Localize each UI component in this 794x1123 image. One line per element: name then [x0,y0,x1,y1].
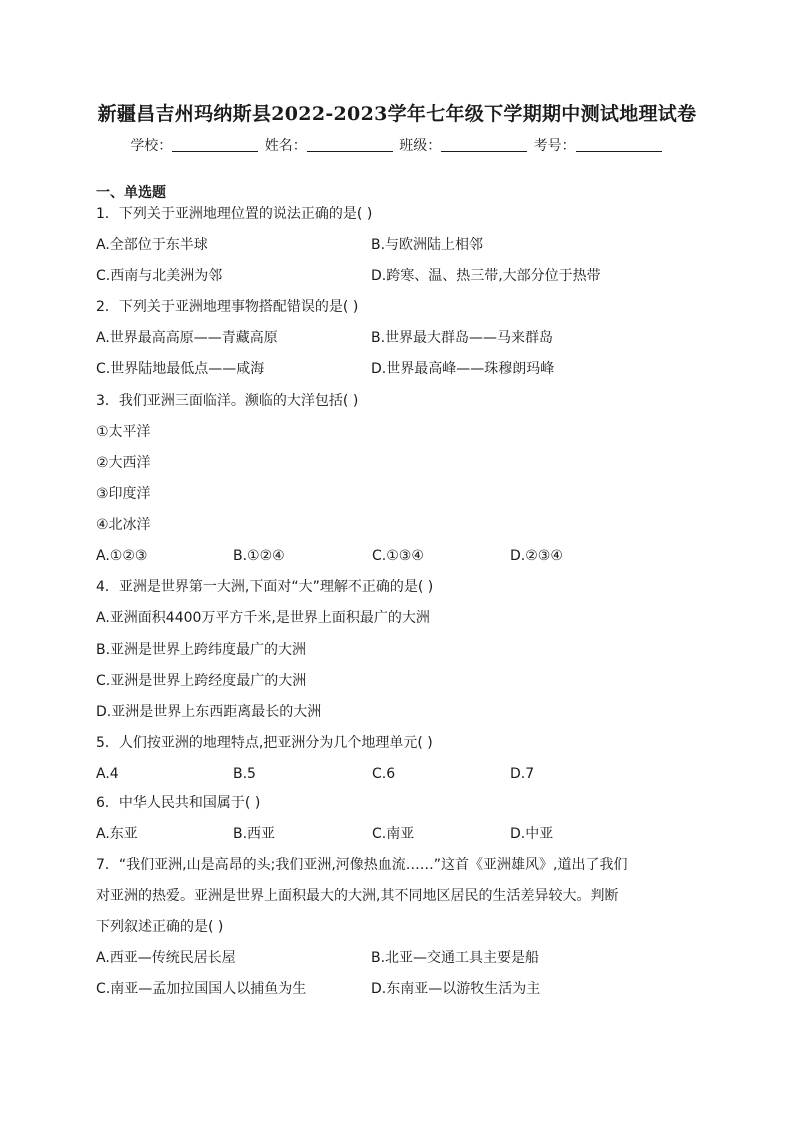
question-3-item-1: ①太平洋 [96,424,151,440]
question-2-option-c[interactable]: C.世界陆地最低点——咸海 [96,361,265,377]
class-label: 班级： [399,138,442,154]
question-3-option-a[interactable]: A.①②③ [96,548,148,564]
question-4-option-a[interactable]: A.亚洲面积4400万平方千米,是世界上面积最广的大洲 [96,610,430,626]
question-7-stem-line-1: 7．“我们亚洲,山是高昂的头;我们亚洲,河像热血流……”这首《亚洲雄风》,道出了我们 [96,857,628,873]
question-6-option-c[interactable]: C.南亚 [372,826,415,842]
question-4-option-d[interactable]: D.亚洲是世界上东西距离最长的大洲 [96,704,322,720]
name-blank[interactable] [307,137,393,152]
question-4-option-c[interactable]: C.亚洲是世界上跨经度最广的大洲 [96,673,307,689]
question-1-option-b[interactable]: B.与欧洲陆上相邻 [371,237,484,253]
question-5-option-a[interactable]: A.4 [96,766,119,782]
question-7-option-b[interactable]: B.北亚—交通工具主要是船 [371,950,540,966]
section-title: 一、单选题 [96,185,166,201]
question-2-option-d[interactable]: D.世界最高峰——珠穆朗玛峰 [371,361,555,377]
question-6-option-b[interactable]: B.西亚 [233,826,276,842]
question-1-option-d[interactable]: D.跨寒、温、热三带,大部分位于热带 [371,268,601,284]
question-7-stem-line-3: 下列叙述正确的是( ) [96,919,224,935]
name-label: 姓名： [264,138,307,154]
exam-number-label: 考号： [533,138,576,154]
question-7-option-a[interactable]: A.西亚—传统民居长屋 [96,950,236,966]
question-3-item-4: ④北冰洋 [96,517,151,533]
question-5-option-d[interactable]: D.7 [510,766,535,782]
school-blank[interactable] [172,137,258,152]
question-6-stem: 6．中华人民共和国属于( ) [96,795,261,811]
exam-number-blank[interactable] [576,137,662,152]
question-7-option-c[interactable]: C.南亚—孟加拉国国人以捕鱼为生 [96,981,307,997]
question-1-option-a[interactable]: A.全部位于东半球 [96,237,208,253]
question-5-option-c[interactable]: C.6 [372,766,396,782]
question-3-option-b[interactable]: B.①②④ [233,548,285,564]
question-4-stem: 4．亚洲是世界第一大洲,下面对“大”理解不正确的是( ) [96,579,434,595]
question-6-option-a[interactable]: A.东亚 [96,826,138,842]
question-5-option-b[interactable]: B.5 [233,766,256,782]
question-5-stem: 5．人们按亚洲的地理特点,把亚洲分为几个地理单元( ) [96,735,433,751]
student-info-row [0,135,794,155]
question-3-option-d[interactable]: D.②③④ [510,548,563,564]
question-4-option-b[interactable]: B.亚洲是世界上跨纬度最广的大洲 [96,642,307,658]
exam-title: 新疆昌吉州玛纳斯县2022-2023学年七年级下学期期中测试地理试卷 [97,103,697,125]
question-2-stem: 2．下列关于亚洲地理事物搭配错误的是( ) [96,299,359,315]
question-3-item-2: ②大西洋 [96,455,151,471]
question-2-option-b[interactable]: B.世界最大群岛——马来群岛 [371,330,554,346]
class-blank[interactable] [441,137,527,152]
question-1-stem: 1．下列关于亚洲地理位置的说法正确的是( ) [96,206,373,222]
question-2-option-a[interactable]: A.世界最高高原——青藏高原 [96,330,278,346]
question-3-option-c[interactable]: C.①③④ [372,548,424,564]
school-label: 学校： [130,138,173,154]
question-3-stem: 3．我们亚洲三面临洋。濒临的大洋包括( ) [96,393,359,409]
question-7-stem-line-2: 对亚洲的热爱。亚洲是世界上面积最大的大洲,其不同地区居民的生活差异较大。判断 [96,888,619,904]
question-3-item-3: ③印度洋 [96,486,151,502]
question-6-option-d[interactable]: D.中亚 [510,826,554,842]
question-1-option-c[interactable]: C.西南与北美洲为邻 [96,268,223,284]
question-7-option-d[interactable]: D.东南亚—以游牧生活为主 [371,981,541,997]
